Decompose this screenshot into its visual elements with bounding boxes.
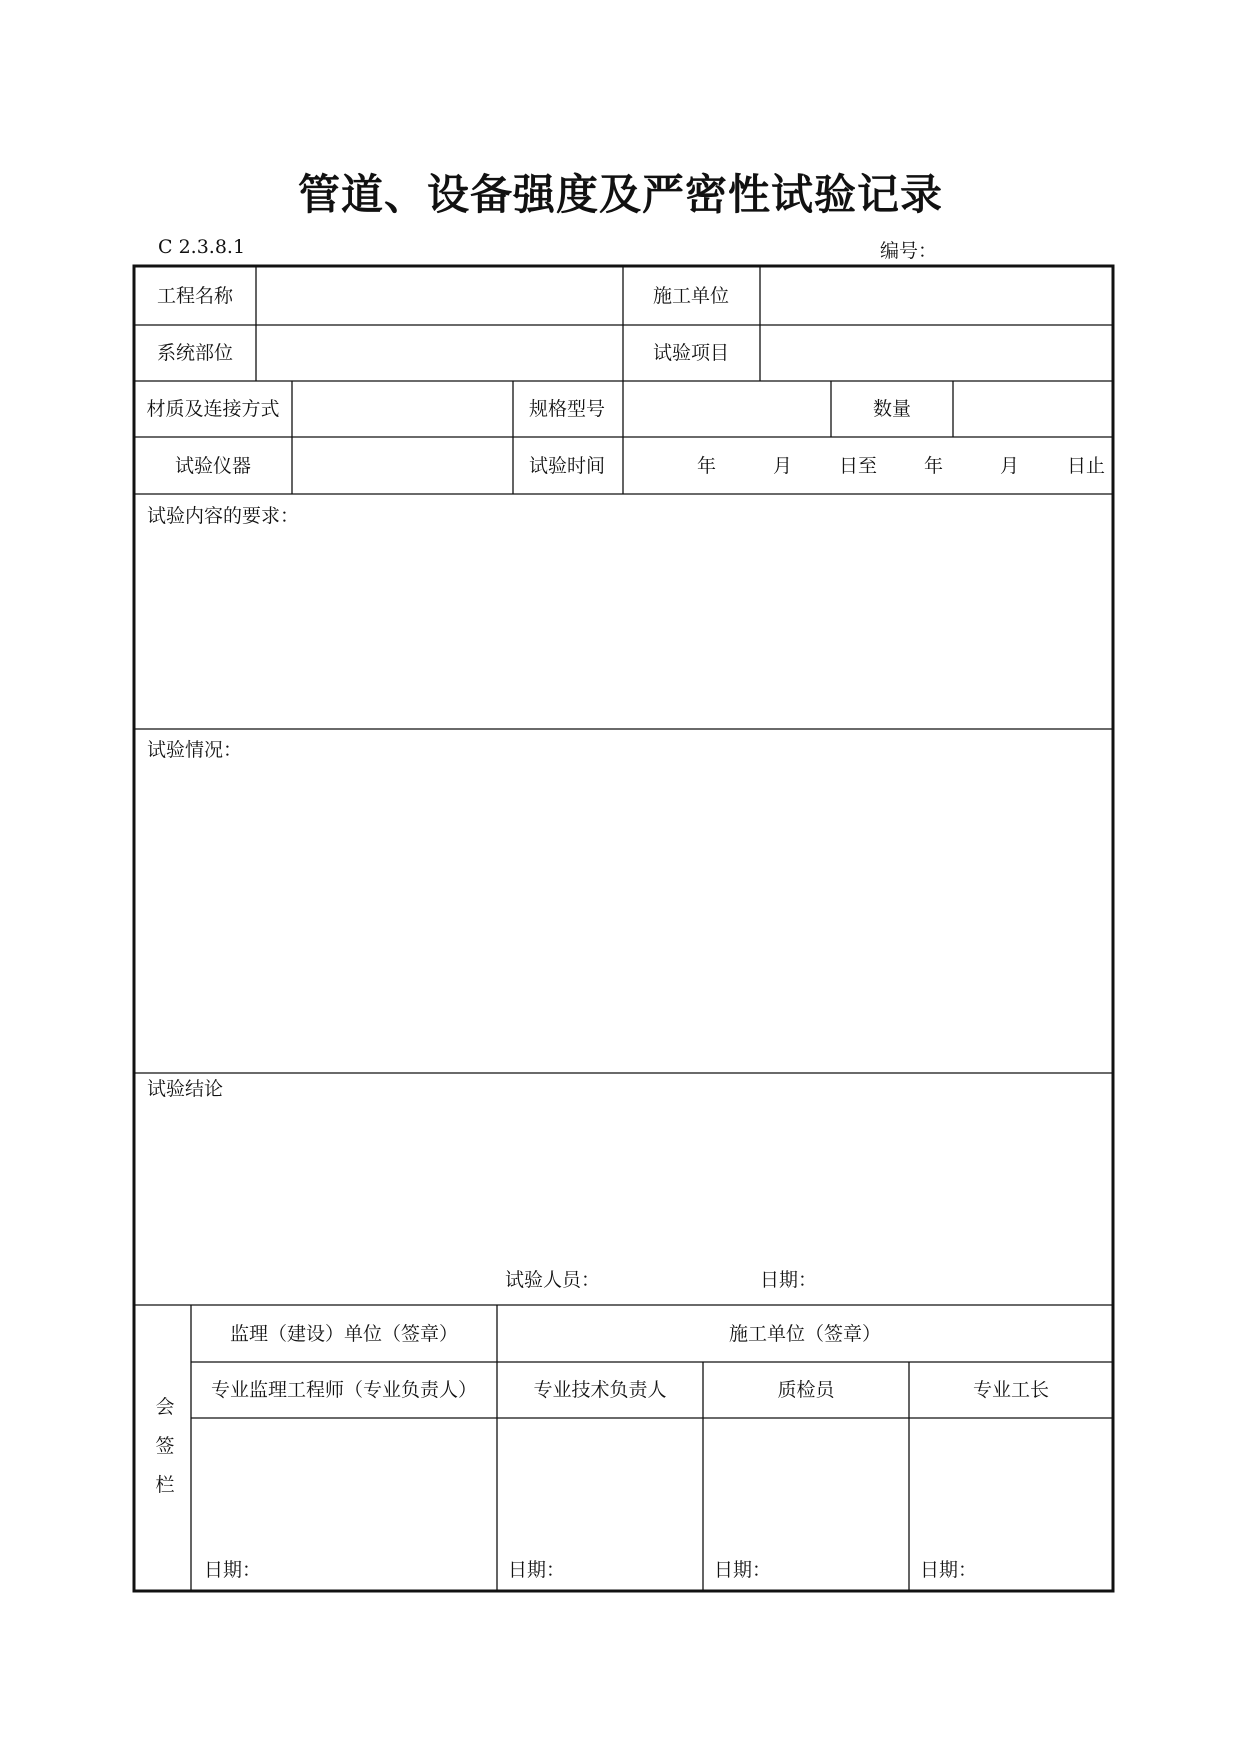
serial-number-label: 编号： [880, 240, 938, 262]
label-test-item: 试验项目 [652, 342, 730, 364]
date-year-end: 年 [924, 455, 944, 477]
date-day-to: 日至 [839, 455, 878, 477]
label-quantity: 数量 [872, 398, 912, 420]
signoff-date-technical: 日期： [508, 1559, 566, 1581]
date-month-start: 月 [773, 455, 793, 477]
signoff-date-foreman: 日期： [920, 1559, 978, 1581]
label-material-connection: 材质及连接方式 [146, 398, 280, 420]
label-test-time: 试验时间 [528, 455, 606, 477]
conclusion-date-label: 日期： [760, 1269, 818, 1291]
form-code: C 2.3.8.1 [158, 236, 246, 258]
label-quality-inspector: 质检员 [777, 1379, 835, 1401]
label-spec-model: 规格型号 [528, 398, 606, 420]
label-supervision-unit: 监理（建设）单位（签章） [229, 1323, 459, 1345]
label-project-name: 工程名称 [156, 285, 234, 307]
section-situation: 试验情况： [147, 739, 243, 761]
label-technical-lead: 专业技术负责人 [533, 1379, 667, 1401]
date-year-start: 年 [697, 455, 717, 477]
signoff-date-quality: 日期： [714, 1559, 772, 1581]
section-requirements: 试验内容的要求： [147, 505, 300, 527]
label-foreman: 专业工长 [972, 1379, 1050, 1401]
label-system-location: 系统部位 [156, 342, 234, 364]
tester-label: 试验人员： [505, 1269, 601, 1291]
date-day-end: 日止 [1067, 455, 1106, 477]
label-test-instrument: 试验仪器 [174, 455, 252, 477]
section-conclusion: 试验结论 [147, 1078, 224, 1100]
date-month-end: 月 [1000, 455, 1020, 477]
label-supervising-engineer: 专业监理工程师（专业负责人） [210, 1379, 478, 1401]
label-construction-unit-seal: 施工单位（签章） [728, 1323, 882, 1345]
signoff-side-label: 会 签 栏 [155, 1396, 175, 1496]
label-construction-unit: 施工单位 [652, 285, 730, 307]
document-title: 管道、设备强度及严密性试验记录 [297, 170, 943, 219]
signoff-date-supervisor: 日期： [204, 1559, 262, 1581]
